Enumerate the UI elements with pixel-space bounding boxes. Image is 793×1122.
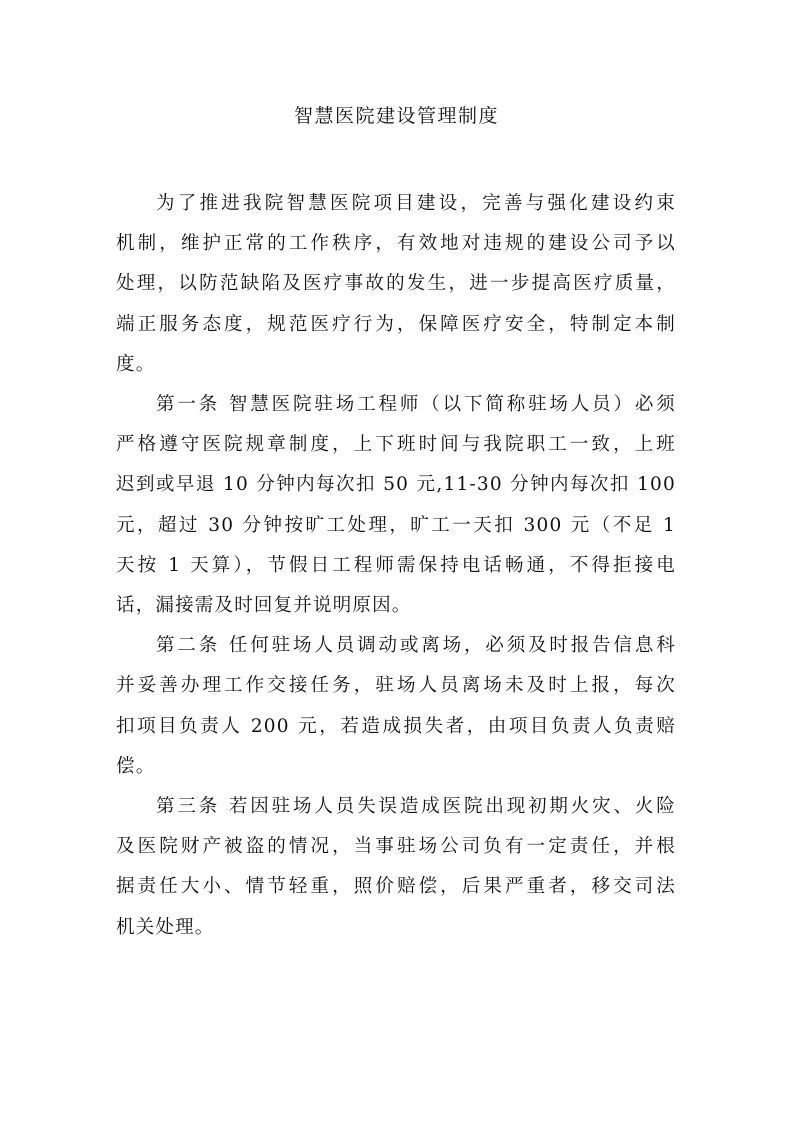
text-line: 元，超过 30 分钟按旷工处理，旷工一天扣 300 元（不足 1 bbox=[116, 514, 676, 536]
text-line: 端正服务态度，规范医疗行为，保障医疗安全，特制定本制 bbox=[116, 313, 676, 335]
text-line: 话，漏接需及时回复并说明原因。 bbox=[116, 595, 412, 617]
paragraph-intro bbox=[116, 184, 676, 385]
text-line: 据责任大小、情节轻重，照价赔偿，后果严重者，移交司法 bbox=[116, 876, 676, 898]
text-line: 及医院财产被盗的情况，当事驻场公司负有一定责任，并根 bbox=[116, 836, 676, 858]
text-line: 第二条 任何驻场人员调动或离场，必须及时报告信息科 bbox=[156, 635, 676, 657]
paragraph-article-3 bbox=[116, 787, 676, 948]
text-line: 扣项目负责人 200 元，若造成损失者，由项目负责人负责赔 bbox=[116, 715, 676, 737]
text-line: 第一条 智慧医院驻场工程师（以下简称驻场人员）必须 bbox=[156, 394, 676, 416]
document-title: 智慧医院建设管理制度 bbox=[293, 105, 499, 127]
text-line: 机关处理。 bbox=[116, 916, 215, 938]
paragraph-article-2 bbox=[116, 626, 676, 787]
text-line: 迟到或早退 10 分钟内每次扣 50 元,11-30 分钟内每次扣 100 bbox=[116, 474, 676, 496]
text-line: 机制，维护正常的工作秩序，有效地对违规的建设公司予以 bbox=[116, 233, 676, 255]
text-line: 度。 bbox=[116, 353, 156, 375]
text-line: 并妥善办理工作交接任务，驻场人员离场未及时上报，每次 bbox=[116, 675, 676, 697]
text-line: 第三条 若因驻场人员失误造成医院出现初期火灾、火险 bbox=[156, 796, 676, 818]
text-line: 天按 1 天算），节假日工程师需保持电话畅通，不得拒接电 bbox=[116, 554, 676, 576]
text-line: 严格遵守医院规章制度，上下班时间与我院职工一致，上班 bbox=[116, 434, 676, 456]
text-line: 处理，以防范缺陷及医疗事故的发生，进一步提高医疗质量， bbox=[116, 273, 676, 295]
paragraph-article-1 bbox=[116, 385, 676, 626]
text-line: 为了推进我院智慧医院项目建设，完善与强化建设约束 bbox=[156, 193, 676, 214]
text-line: 偿。 bbox=[116, 755, 156, 777]
document-body bbox=[116, 184, 676, 948]
